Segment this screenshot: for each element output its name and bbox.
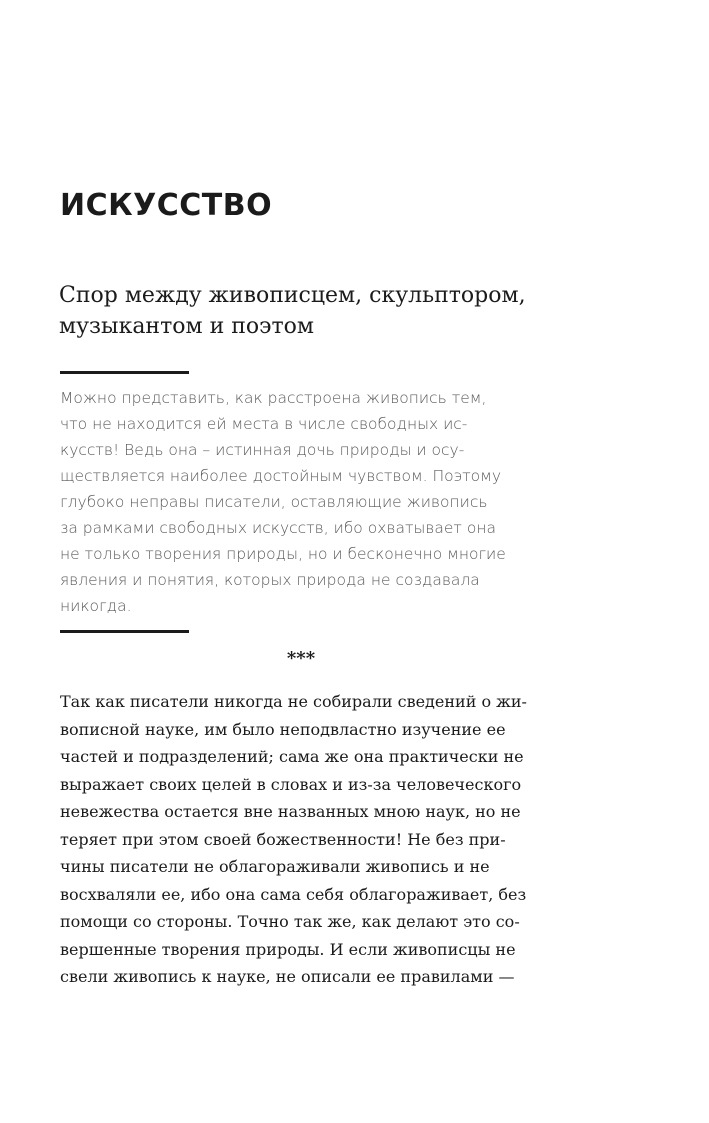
epigraph-line: кусств! Ведь она – истинная дочь природы и осу- [60, 441, 465, 459]
body-line: помощи со стороны. Точно так же, как делают это со- [60, 912, 520, 931]
epigraph-top-rule [60, 371, 189, 374]
body-line: выражает своих целей в словах и из-за человеческого [60, 774, 522, 794]
epigraph-bottom-rule [60, 630, 189, 633]
body-line: частей и подразделений; сама же она практически не [60, 747, 524, 766]
epigraph-line: ществляется наиболее достойным чувством. Поэтому [60, 467, 502, 485]
epigraph-line: не только творения природы, но и бесконечно многие [60, 545, 506, 563]
epigraph-line: явления и понятия, которых природа не создавала [60, 571, 480, 589]
epigraph-line: никогда. [60, 597, 132, 615]
section-title: ИСКУССТВО [60, 188, 273, 223]
body-line: чины писатели не облагораживали живопись и не [60, 857, 490, 876]
epigraph [60, 385, 546, 619]
epigraph-line: за рамками свободных искусств, ибо охватывает она [60, 519, 496, 537]
body-line: свели живопись к науке, не описали ее правилами — [60, 967, 515, 986]
epigraph-line: глубоко неправы писатели, оставляющие живопись [60, 493, 488, 511]
epigraph-line: Можно представить, как расстроена живопись тем, [60, 389, 487, 407]
chapter-title-line: музыкантом и поэтом [59, 314, 315, 339]
chapter-title-line: Спор между живописцем, скульптором, [59, 283, 526, 308]
chapter-title [59, 280, 559, 342]
body-text [60, 688, 544, 991]
body-line: невежества остается вне названных мною наук, но не [60, 802, 521, 821]
epigraph-line: что не находится ей места в числе свободных ис- [60, 415, 468, 433]
body-line: Так как писатели никогда не собирали сведений о жи- [60, 692, 527, 711]
body-line: теряет при этом своей божественности! Не без при- [60, 829, 506, 849]
body-line: вописной науке, им было неподвластно изучение ее [60, 719, 506, 739]
body-line: восхваляли ее, ибо она сама себя облагораживает, без [60, 884, 527, 904]
section-separator: *** [286, 648, 316, 669]
body-line: вершенные творения природы. И если живописцы не [60, 939, 516, 959]
